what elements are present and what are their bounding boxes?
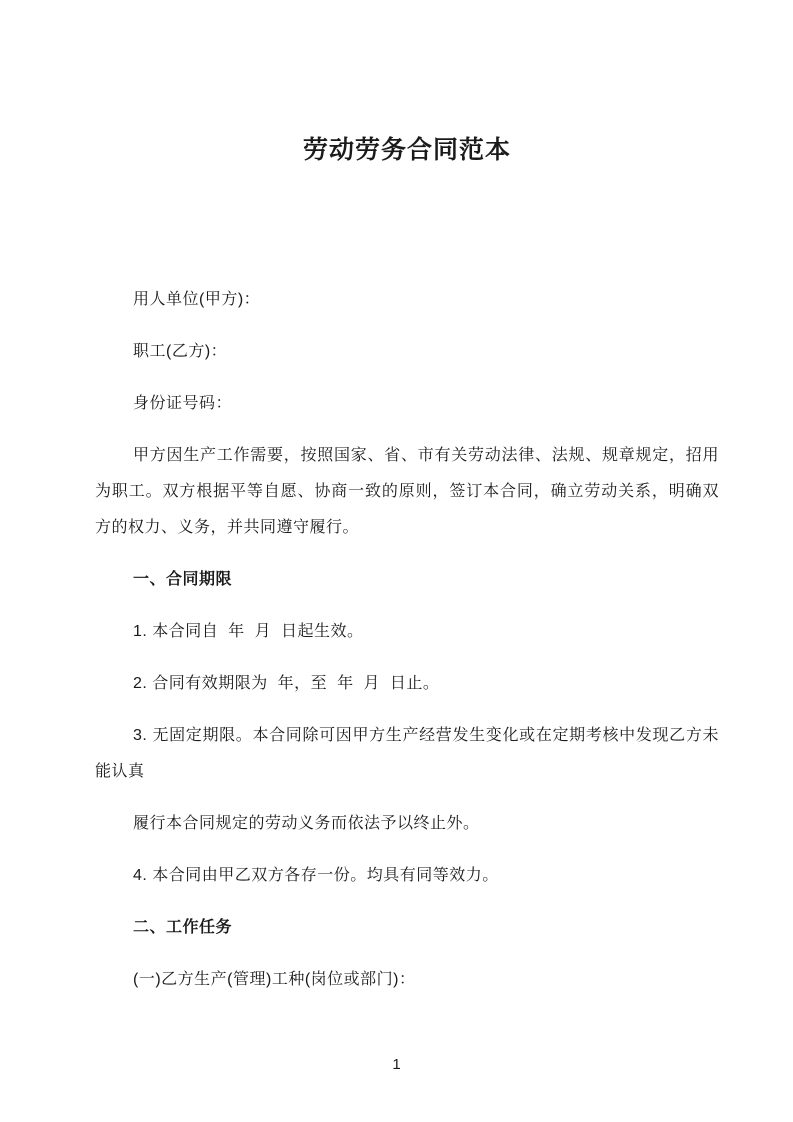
clause-2-1: (一)乙方生产(管理)工种(岗位或部门)： [133,971,416,988]
clause-1-1: 1. 本合同自 年 月 日起生效。 [133,623,364,640]
clause-1-2: 2. 合同有效期限为 年，至 年 月 日止。 [133,675,440,692]
party-b-field: 职工(乙方)： [133,343,228,360]
page-number: 1 [392,1056,401,1073]
party-a-field: 用人单位(甲方)： [133,291,261,308]
clause-1-4: 4. 本合同由甲乙双方各存一份。均具有同等效力。 [133,867,499,884]
section-1-heading: 一、合同期限 [133,571,233,588]
document-content [95,130,719,1014]
id-number-field: 身份证号码： [133,395,233,412]
intro-paragraph: 甲方因生产工作需要，按照国家、省、市有关劳动法律、法规、规章规定，招用为职工。双方根据平等自愿、协商一致的原则，签订本合同，确立劳动关系，明确双方的权力、义务，并共同遵守履行。 [95,447,719,536]
clause-1-3-continuation: 履行本合同规定的劳动义务而依法予以终止外。 [133,815,480,832]
clause-1-3: 3. 无固定期限。本合同除可因甲方生产经营发生变化或在定期考核中发现乙方未能认真 [95,727,719,780]
section-2-heading: 二、工作任务 [133,919,233,936]
document-title: 劳动劳务合同范本 [302,136,511,164]
